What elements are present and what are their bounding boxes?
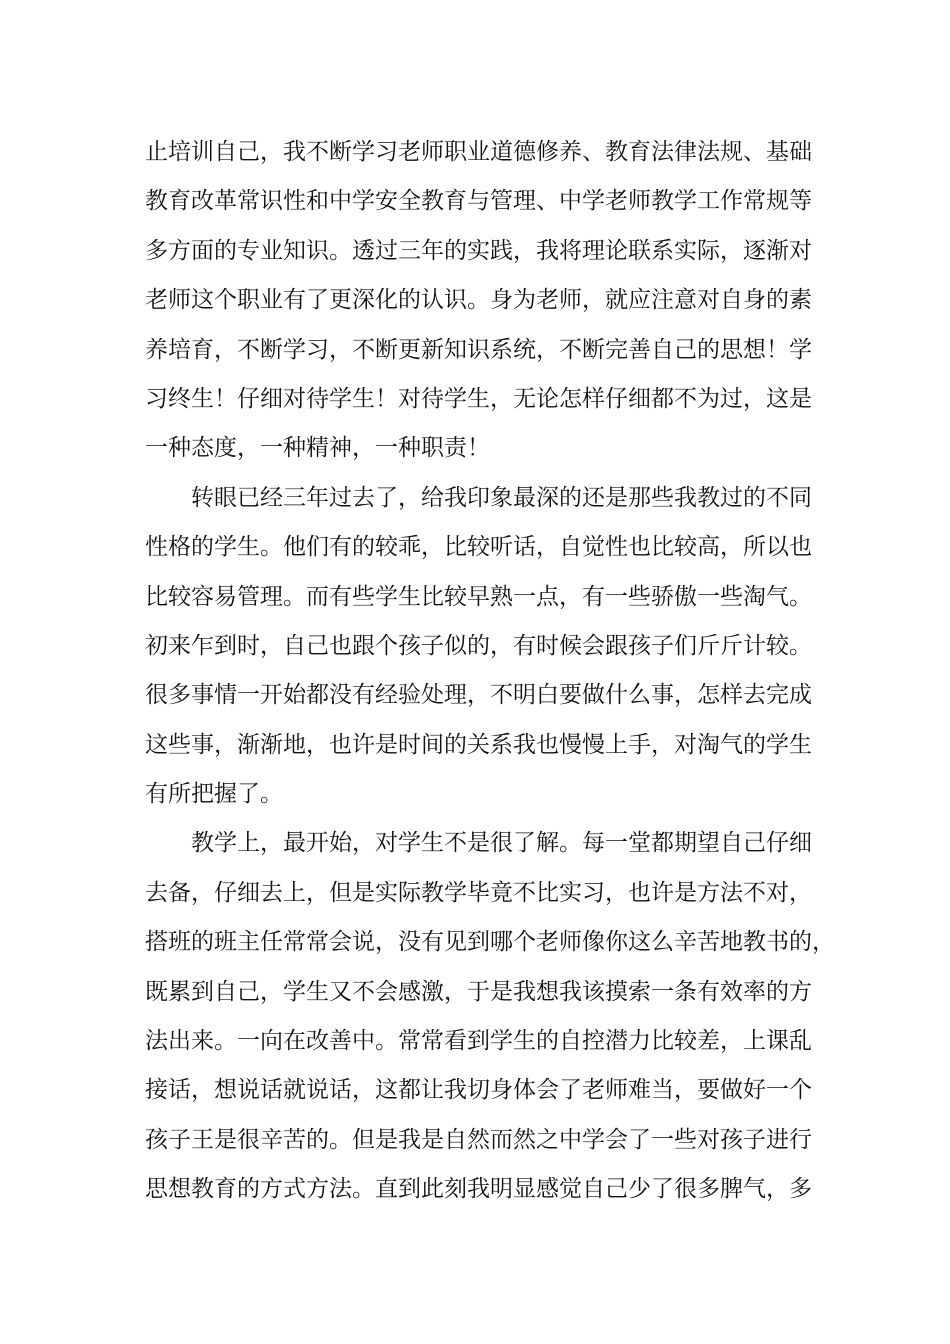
paragraph-2-line-5: 很多事情一开始都没有经验处理，不明白要做什么事，怎样去完成	[145, 682, 812, 709]
paragraph-1-line-5: 养培育，不断学习，不断更新知识系统，不断完善自己的思想！学	[145, 336, 812, 363]
paragraph-3-line-1: 教学上，最开始，对学生不是很了解。每一堂都期望自己仔细	[191, 830, 812, 857]
document-body	[145, 128, 835, 1215]
paragraph-2-line-2: 性格的学生。他们有的较乖，比较听话，自觉性也比较高，所以也	[145, 534, 812, 561]
paragraph-3-line-3: 搭班的班主任常常会说，没有见到哪个老师像你这么辛苦地教书的，	[145, 929, 835, 956]
paragraph-3-line-5: 法出来。一向在改善中。常常看到学生的自控潜力比较差，上课乱	[145, 1028, 812, 1055]
paragraph-1-line-4: 老师这个职业有了更深化的认识。身为老师，就应注意对自身的素	[145, 287, 812, 314]
paragraph-2-line-3: 比较容易管理。而有些学生比较早熟一点，有一些骄傲一些淘气。	[145, 583, 812, 610]
paragraph-3-line-7: 孩子王是很辛苦的。但是我是自然而然之中学会了一些对孩子进行	[145, 1126, 812, 1153]
paragraph-3-line-4: 既累到自己，学生又不会感激，于是我想我该摸索一条有效率的方	[145, 978, 812, 1005]
paragraph-3-line-8: 思想教育的方式方法。直到此刻我明显感觉自己少了很多脾气，多	[145, 1176, 812, 1203]
paragraph-1-line-2: 教育改革常识性和中学安全教育与管理、中学老师教学工作常规等	[145, 188, 812, 215]
paragraph-2-line-1: 转眼已经三年过去了，给我印象最深的还是那些我教过的不同	[191, 484, 812, 511]
paragraph-2-line-6: 这些事，渐渐地，也许是时间的关系我也慢慢上手，对淘气的学生	[145, 731, 812, 758]
paragraph-2-line-7: 有所把握了。	[145, 781, 283, 808]
paragraph-1-line-6: 习终生！仔细对待学生！对待学生，无论怎样仔细都不为过，这是	[145, 385, 812, 412]
paragraph-1-line-7: 一种态度，一种精神，一种职责！	[145, 435, 490, 462]
paragraph-1-line-3: 多方面的专业知识。透过三年的实践，我将理论联系实际，逐渐对	[145, 237, 812, 264]
paragraph-1-line-1: 止培训自己，我不断学习老师职业道德修养、教育法律法规、基础	[145, 139, 812, 165]
paragraph-3-line-6: 接话，想说话就说话，这都让我切身体会了老师难当，要做好一个	[145, 1077, 812, 1104]
paragraph-3-line-2: 去备，仔细去上，但是实际教学毕竟不比实习，也许是方法不对，	[145, 879, 812, 906]
paragraph-2-line-4: 初来乍到时，自己也跟个孩子似的，有时候会跟孩子们斤斤计较。	[145, 632, 812, 659]
